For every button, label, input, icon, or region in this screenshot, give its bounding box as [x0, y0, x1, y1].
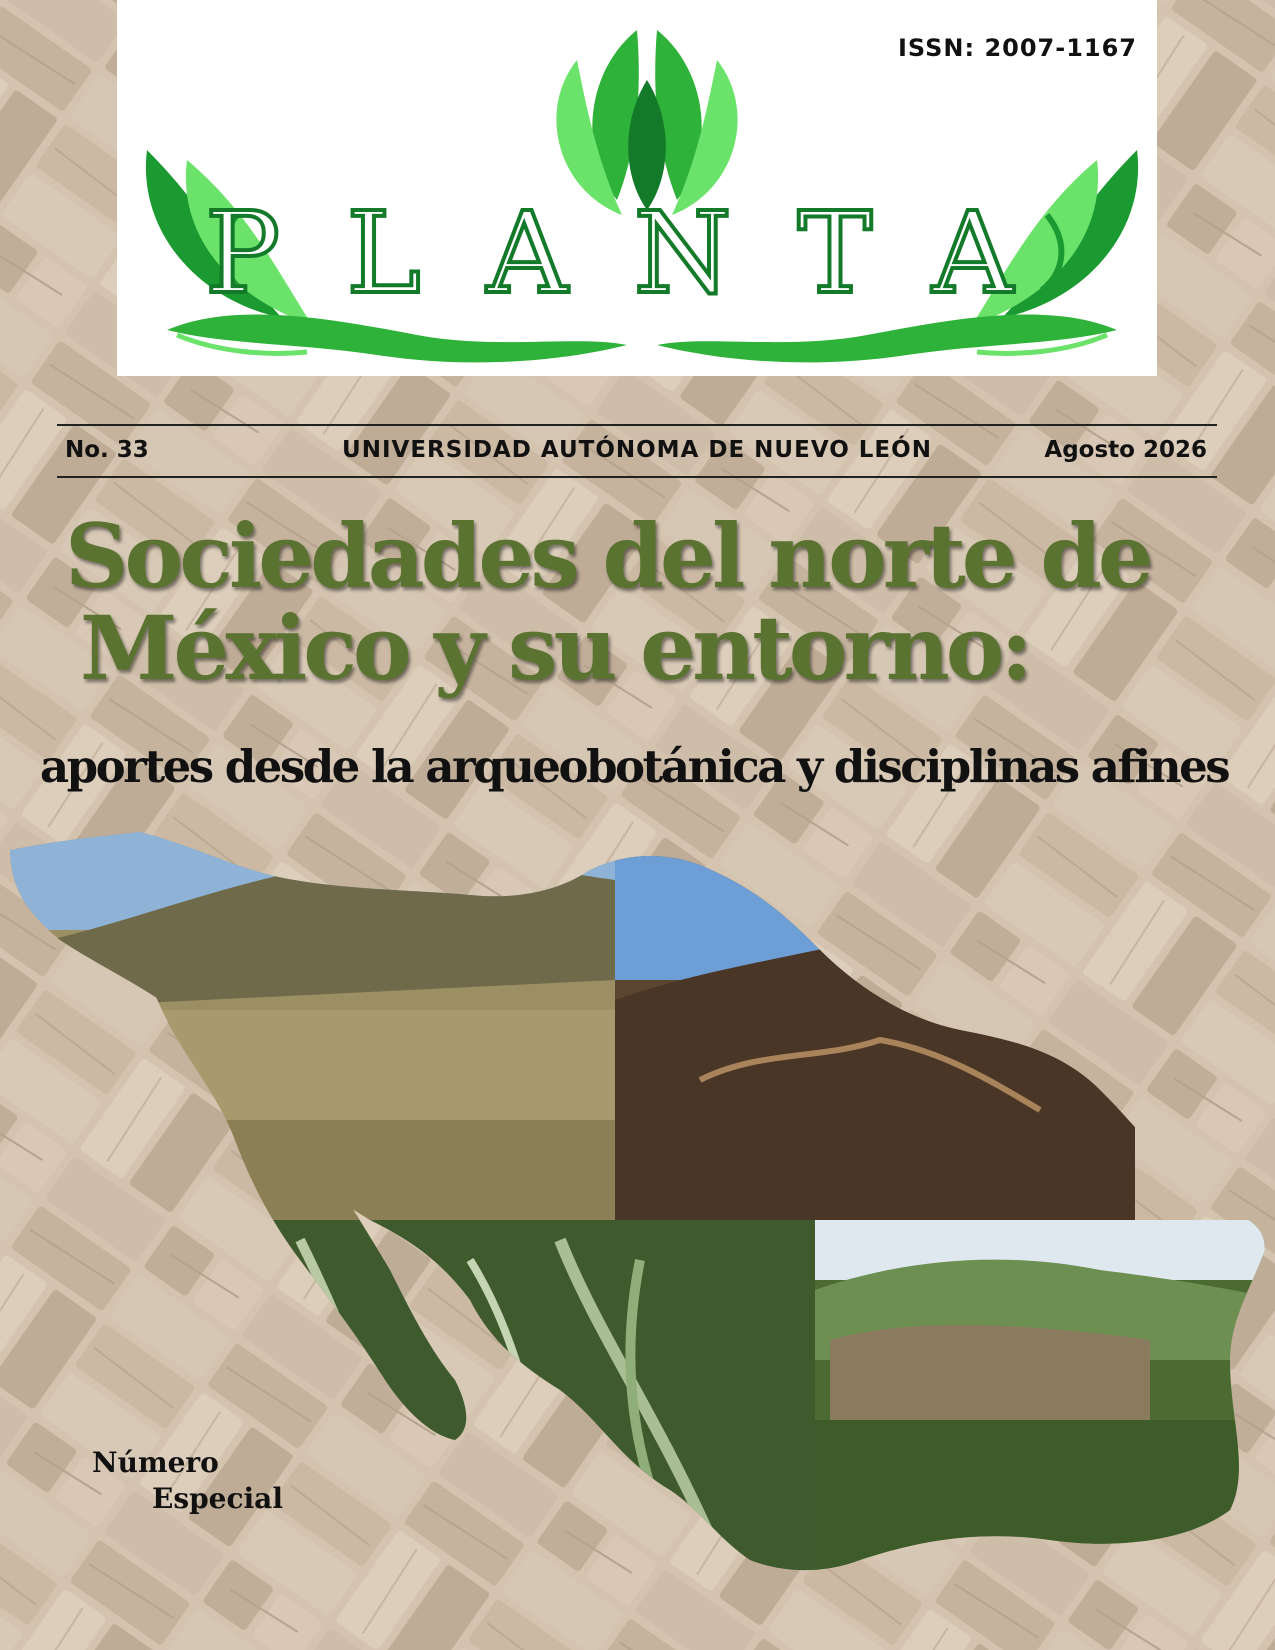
issue-info-bar — [57, 424, 1217, 478]
special-label-line-1: Número — [92, 1446, 219, 1479]
issn-number: ISSN: 2007-1167 — [897, 34, 1137, 62]
cover-title-line-1: Sociedades del norte de — [65, 504, 1150, 608]
cover-title — [40, 504, 1240, 700]
university-name: UNIVERSIDAD AUTÓNOMA DE NUEVO LEÓN — [342, 437, 932, 463]
issue-number: No. 33 — [65, 437, 149, 463]
special-label-line-2: Especial — [152, 1482, 283, 1515]
masthead — [117, 0, 1157, 376]
cover-subtitle: aportes desde la arqueobotánica y disciplinas afines — [40, 740, 1229, 793]
special-issue-label — [92, 1445, 283, 1517]
svg-text:PLANTA: PLANTA — [204, 189, 1080, 319]
cover-title-line-2: México y su entorno: — [80, 596, 1029, 700]
issue-date: Agosto 2026 — [1044, 437, 1207, 463]
